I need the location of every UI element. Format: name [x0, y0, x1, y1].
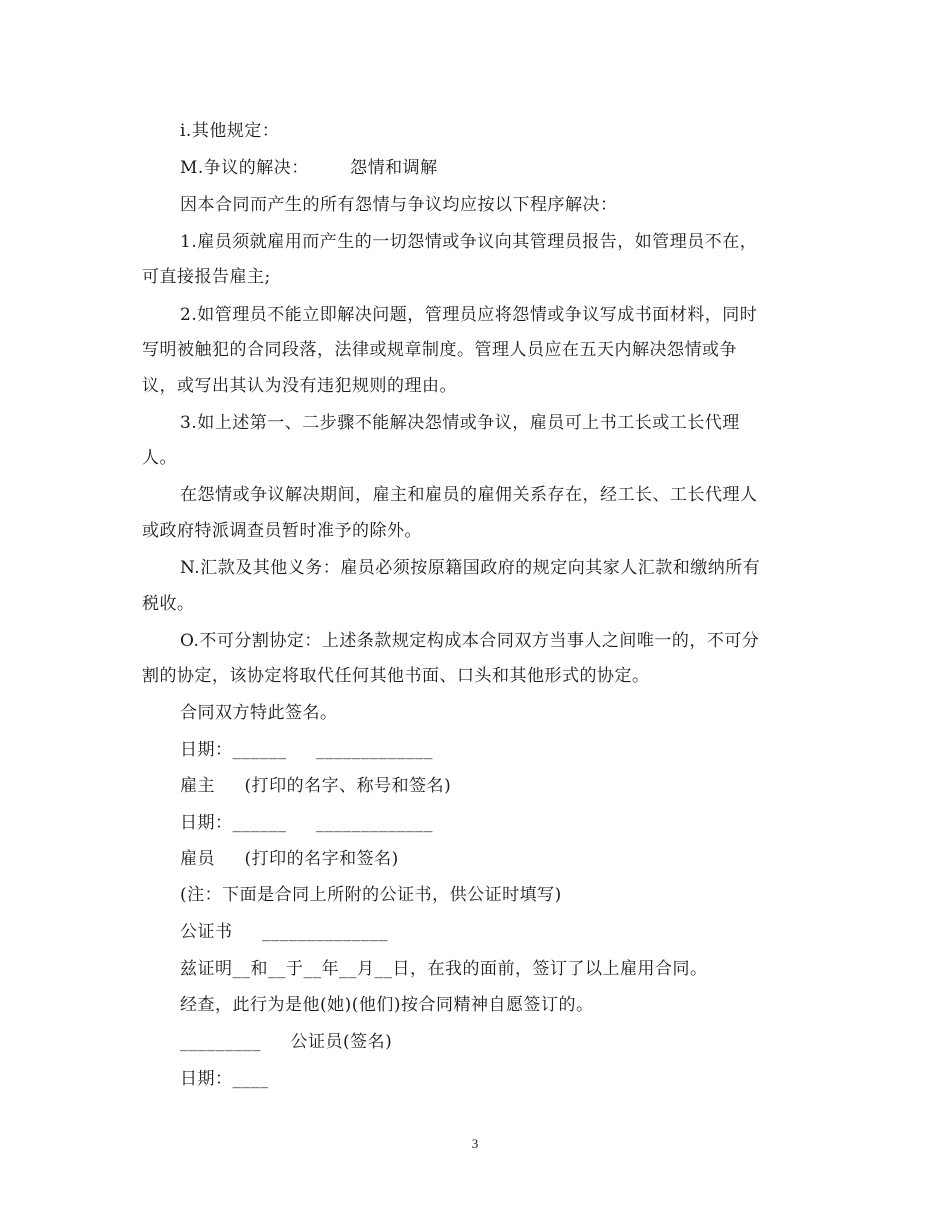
- paragraph-line: 2.如管理员不能立即解决问题，管理员应将怨情或争议写成书面材料，同时: [180, 305, 758, 325]
- paragraph-line: 1.雇员须就雇用而产生的一切怨情或争议向其管理员报告，如管理员不在，: [180, 232, 758, 252]
- notarization-note: (注：下面是合同上所附的公证书，供公证时填写): [180, 885, 562, 905]
- paragraph-line: 可直接报告雇主;: [142, 267, 271, 287]
- clause-m-heading: M.争议的解决： 怨情和调解: [180, 158, 438, 178]
- paragraph-line: 写明被触犯的合同段落，法律或规章制度。管理人员应在五天内解决怨情或争: [142, 340, 737, 360]
- certification-statement: 兹证明__和__于__年__月__日，在我的面前，签订了以上雇用合同。: [180, 959, 708, 979]
- verification-statement: 经查，此行为是他(她)(他们)按合同精神自愿签订的。: [180, 995, 594, 1015]
- paragraph-line: 税收。: [142, 594, 195, 614]
- paragraph-line: 因本合同而产生的所有怨情与争议均应按以下程序解决：: [180, 195, 618, 215]
- paragraph-line: 3.如上述第一、二步骤不能解决怨情或争议，雇员可上书工长或工长代理: [180, 413, 740, 433]
- clause-n: N.汇款及其他义务：雇员必须按原籍国政府的规定向其家人汇款和缴纳所有: [180, 558, 761, 578]
- employee-date-line: 日期：______ _____________: [180, 813, 434, 833]
- employer-signature-label: 雇主 (打印的名字、称号和签名): [180, 776, 452, 796]
- signature-intro: 合同双方特此签名。: [180, 703, 338, 723]
- clause-i-heading: i.其他规定：: [180, 121, 280, 141]
- page-number: 3: [471, 1136, 479, 1151]
- notary-signature-line: _________ 公证员(签名): [180, 1032, 393, 1052]
- paragraph-line: 或政府特派调查员暂时准予的除外。: [142, 521, 422, 541]
- paragraph-line: 人。: [142, 448, 177, 468]
- paragraph-line: 割的协定，该协定将取代任何其他书面、口头和其他形式的协定。: [142, 666, 650, 686]
- paragraph-line: 议，或写出其认为没有违犯规则的理由。: [142, 376, 457, 396]
- notary-date-line: 日期：____: [180, 1069, 269, 1089]
- employer-date-line: 日期：______ _____________: [180, 740, 434, 760]
- clause-o: O.不可分割协定：上述条款规定构成本合同双方当事人之间唯一的，不可分: [180, 631, 760, 651]
- paragraph-line: 在怨情或争议解决期间，雇主和雇员的雇佣关系存在，经工长、工长代理人: [180, 485, 758, 505]
- employee-signature-label: 雇员 (打印的名字和签名): [180, 849, 399, 869]
- notarial-certificate-title: 公证书 ______________: [180, 922, 389, 942]
